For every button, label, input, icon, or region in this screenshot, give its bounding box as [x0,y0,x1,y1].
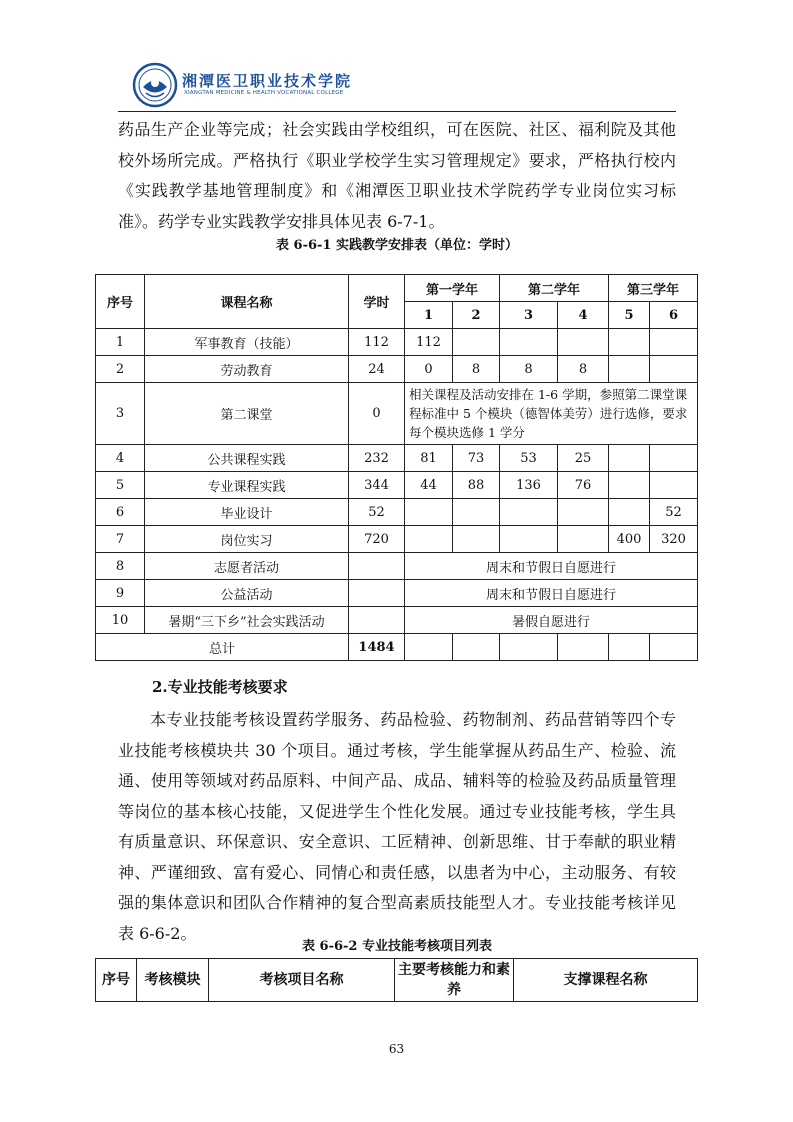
cell-hours [349,553,405,580]
cell-s5 [609,445,650,472]
cell-course: 公共课程实践 [145,445,349,472]
cell-s5 [609,472,650,499]
table-row [96,526,698,553]
cell-s6 [650,472,698,499]
cell-seq: 1 [96,329,145,356]
cell-note: 周末和节假日自愿进行 [405,553,698,580]
cell-s2 [453,526,500,553]
cell-total-hours: 1484 [349,634,405,661]
cell-hours [349,607,405,634]
section-heading: 2.专业技能考核要求 [152,678,288,696]
cell-s5 [609,356,650,383]
cell-s6: 52 [650,499,698,526]
cell-seq: 4 [96,445,145,472]
cell-s2: 88 [453,472,500,499]
cell-seq: 8 [96,553,145,580]
header-project-name: 考核项目名称 [209,959,395,1002]
table-row [96,445,698,472]
cell-s3 [500,329,558,356]
table-header-row [96,275,698,302]
cell-s4 [558,329,609,356]
table-row [96,329,698,356]
table-row [96,472,698,499]
cell-s2 [453,499,500,526]
cell-s2: 73 [453,445,500,472]
table-row [96,499,698,526]
table-row [96,607,698,634]
table-row [96,580,698,607]
header-semester: 3 [500,302,558,329]
cell-course: 岗位实习 [145,526,349,553]
cell-s4 [558,499,609,526]
cell-note: 暑假自愿进行 [405,607,698,634]
header-ability: 主要考核能力和素养 [395,959,514,1002]
cell-s1: 81 [405,445,453,472]
table-header-row [96,959,698,1002]
cell-s4: 25 [558,445,609,472]
table-row [96,356,698,383]
cell-s4 [558,526,609,553]
cell-s5 [609,329,650,356]
header-course: 课程名称 [145,275,349,329]
cell-seq: 2 [96,356,145,383]
cell-empty [650,634,698,661]
cell-s6 [650,329,698,356]
header-year2: 第二学年 [500,275,609,302]
intro-paragraph: 药品生产企业等完成；社会实践由学校组织，可在医院、社区、福利院及其他校外场所完成。严格执行《职业学校学生实习管理规定》要求，严格执行校内《实践教学基地管理制度》和《湘潭医卫职业技术学院药学专业岗位实习标准》。药学专业实践教学安排具体见表 6-7-1。 [118,120,676,231]
practice-schedule-table [95,274,698,661]
page-number: 63 [388,1042,405,1056]
header-divider [118,111,676,112]
cell-s5 [609,499,650,526]
cell-hours: 52 [349,499,405,526]
cell-s6: 320 [650,526,698,553]
header-supporting-course: 支撑课程名称 [514,959,698,1002]
cell-seq: 7 [96,526,145,553]
header-semester: 1 [405,302,453,329]
cell-seq: 6 [96,499,145,526]
table2-caption: 表 6-6-2 专业技能考核项目列表 [302,939,492,954]
page-header [118,62,676,112]
cell-course: 志愿者活动 [145,553,349,580]
cell-course: 毕业设计 [145,499,349,526]
cell-empty [500,634,558,661]
cell-s1 [405,526,453,553]
header-semester: 2 [453,302,500,329]
cell-course: 专业课程实践 [145,472,349,499]
header-semester: 4 [558,302,609,329]
table1-caption: 表 6-6-1 实践教学安排表（单位：学时） [276,238,518,253]
cell-course: 公益活动 [145,580,349,607]
cell-s2 [453,329,500,356]
header-seq: 序号 [96,959,137,1002]
table-row [96,553,698,580]
cell-s6 [650,445,698,472]
cell-s4: 8 [558,356,609,383]
cell-course: 第二课堂 [145,383,349,445]
cell-course: 军事教育（技能） [145,329,349,356]
cell-s1 [405,499,453,526]
cell-seq: 5 [96,472,145,499]
header-semester: 5 [609,302,650,329]
cell-note: 相关课程及活动安排在 1-6 学期，参照第二课堂课程标准中 5 个模块（德智体美劳）进行选修，要求每个模块选修 1 学分 [405,383,698,445]
skill-assessment-table [95,958,698,1002]
college-logo-icon [132,62,178,108]
cell-course: 暑期“三下乡”社会实践活动 [145,607,349,634]
header-hours: 学时 [349,275,405,329]
section-paragraph: 本专业技能考核设置药学服务、药品检验、药物制剂、药品营销等四个专业技能考核模块共 30 个项目。通过考核，学生能掌握从药品生产、检验、流通、使用等领域对药品原料、中间产品、成品、辅料等的检验及药品质量管理等岗位的基本核心技能，又促进学生个性化发展。通过专业技能考核，学生具有质量意识、环保意识、安全意识、工匠精神、创新思维、甘于奉献的职业精神、严谨细致、富有爱心、同情心和责任感，以患者为中心，主动服务、有较强的集体意识和团队合作精神的复合型高素质技能型人才。专业技能考核详见表 6-6-2。 [118,710,676,943]
cell-seq: 3 [96,383,145,445]
cell-s1: 0 [405,356,453,383]
cell-hours [349,580,405,607]
cell-hours: 344 [349,472,405,499]
college-name-en: XIANGTAN MEDICINE & HEALTH VOCATIONAL COLLEGE [184,90,344,96]
header-module: 考核模块 [137,959,209,1002]
cell-empty [558,634,609,661]
cell-s3 [500,499,558,526]
cell-seq: 9 [96,580,145,607]
cell-s2: 8 [453,356,500,383]
cell-note: 周末和节假日自愿进行 [405,580,698,607]
cell-total-label: 总计 [96,634,349,661]
cell-s1: 44 [405,472,453,499]
cell-empty [405,634,453,661]
cell-s3: 53 [500,445,558,472]
college-name-cn: 湘潭医卫职业技术学院 [182,72,353,90]
cell-s3: 136 [500,472,558,499]
header-seq: 序号 [96,275,145,329]
table-total-row [96,634,698,661]
cell-seq: 10 [96,607,145,634]
cell-hours: 24 [349,356,405,383]
cell-empty [609,634,650,661]
cell-hours: 232 [349,445,405,472]
cell-s3 [500,526,558,553]
header-year3: 第三学年 [609,275,698,302]
cell-s4: 76 [558,472,609,499]
header-semester: 6 [650,302,698,329]
cell-empty [453,634,500,661]
cell-hours: 112 [349,329,405,356]
cell-s6 [650,356,698,383]
header-year1: 第一学年 [405,275,500,302]
cell-hours: 0 [349,383,405,445]
cell-s3: 8 [500,356,558,383]
cell-s5: 400 [609,526,650,553]
cell-course: 劳动教育 [145,356,349,383]
cell-hours: 720 [349,526,405,553]
table-row [96,383,698,445]
cell-s1: 112 [405,329,453,356]
